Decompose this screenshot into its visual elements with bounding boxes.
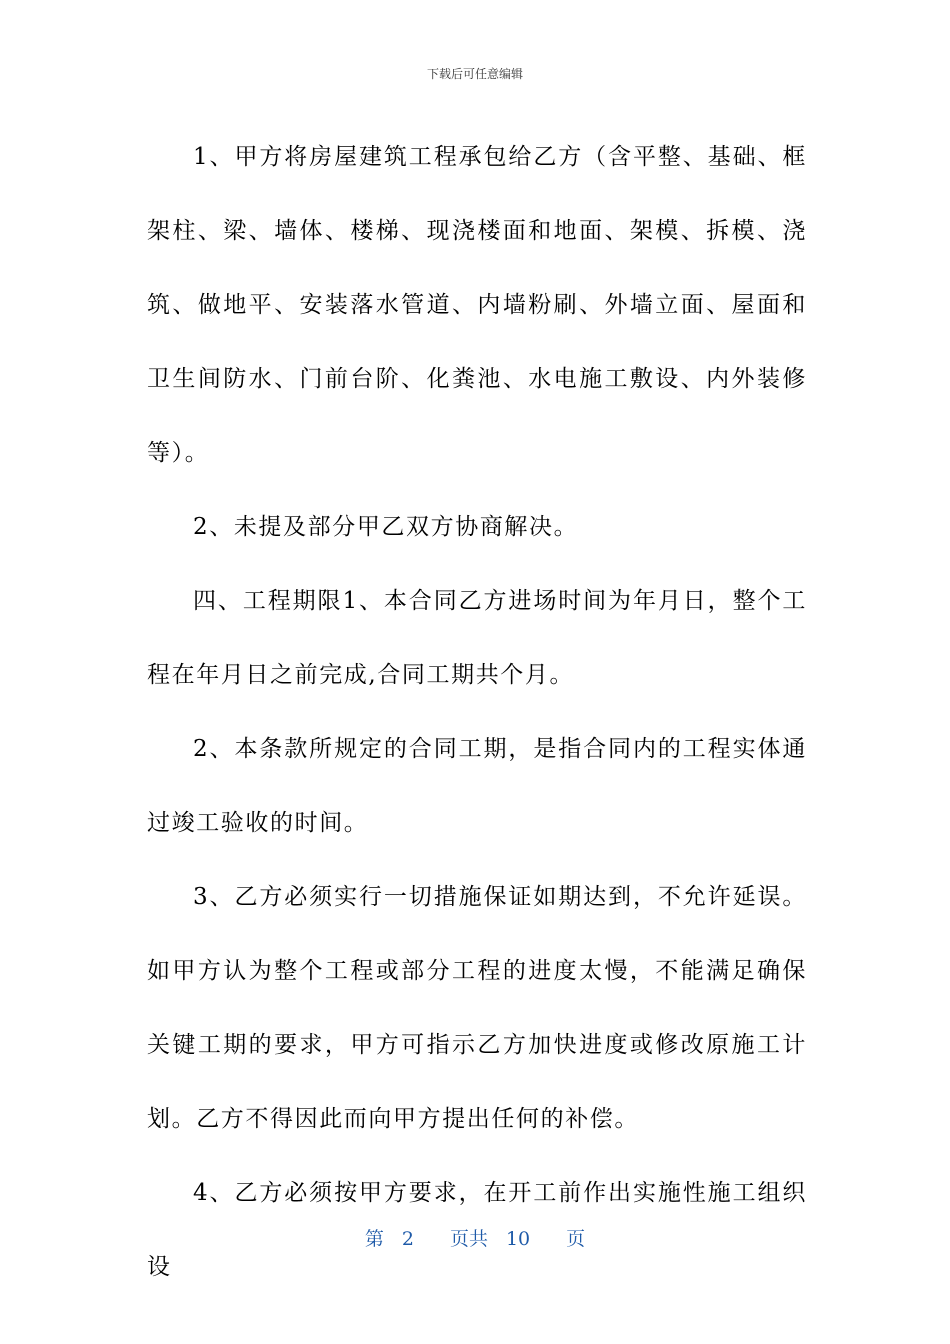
header-note: 下载后可任意编辑 xyxy=(426,67,523,81)
paragraph-2: 2、未提及部分甲乙双方协商解决。 xyxy=(193,514,579,540)
paragraph-4: 2、本条款所规定的合同工期，是指合同内的工程实体通过竣工验收的时间。 xyxy=(147,736,807,836)
paragraph-5: 3、乙方必须实行一切措施保证如期达到，不允许延误。如甲方认为整个工程或部分工程的进度太慢，不能满足确保关键工期的要求，甲方可指示乙方加快进度或修改原施工计划。乙方不得因此而向甲方提出任何的补偿。 xyxy=(147,884,807,1132)
page-suffix: 页 xyxy=(566,1228,586,1250)
current-page-number: 2 xyxy=(401,1228,414,1250)
page-number-footer xyxy=(0,1226,950,1252)
document-body xyxy=(147,120,807,1304)
paragraph-1: 1、甲方将房屋建筑工程承包给乙方（含平整、基础、框架柱、梁、墙体、楼梯、现浇楼面和地面、架模、拆模、浇筑、做地平、安装落水管道、内墙粉刷、外墙立面、屋面和卫生间防水、门前台阶、化粪池、水电施工敷设、内外装修等）。 xyxy=(147,144,807,466)
page-prefix: 第 xyxy=(364,1228,384,1250)
paragraph-6: 4、乙方必须按甲方要求，在开工前作出实施性施工组织设 xyxy=(147,1180,807,1280)
page-middle-text: 页共 xyxy=(449,1228,488,1250)
paragraph-3: 四、工程期限1、本合同乙方进场时间为年月日，整个工程在年月日之前完成,合同工期共个月。 xyxy=(147,588,807,688)
total-pages-number: 10 xyxy=(505,1228,531,1250)
